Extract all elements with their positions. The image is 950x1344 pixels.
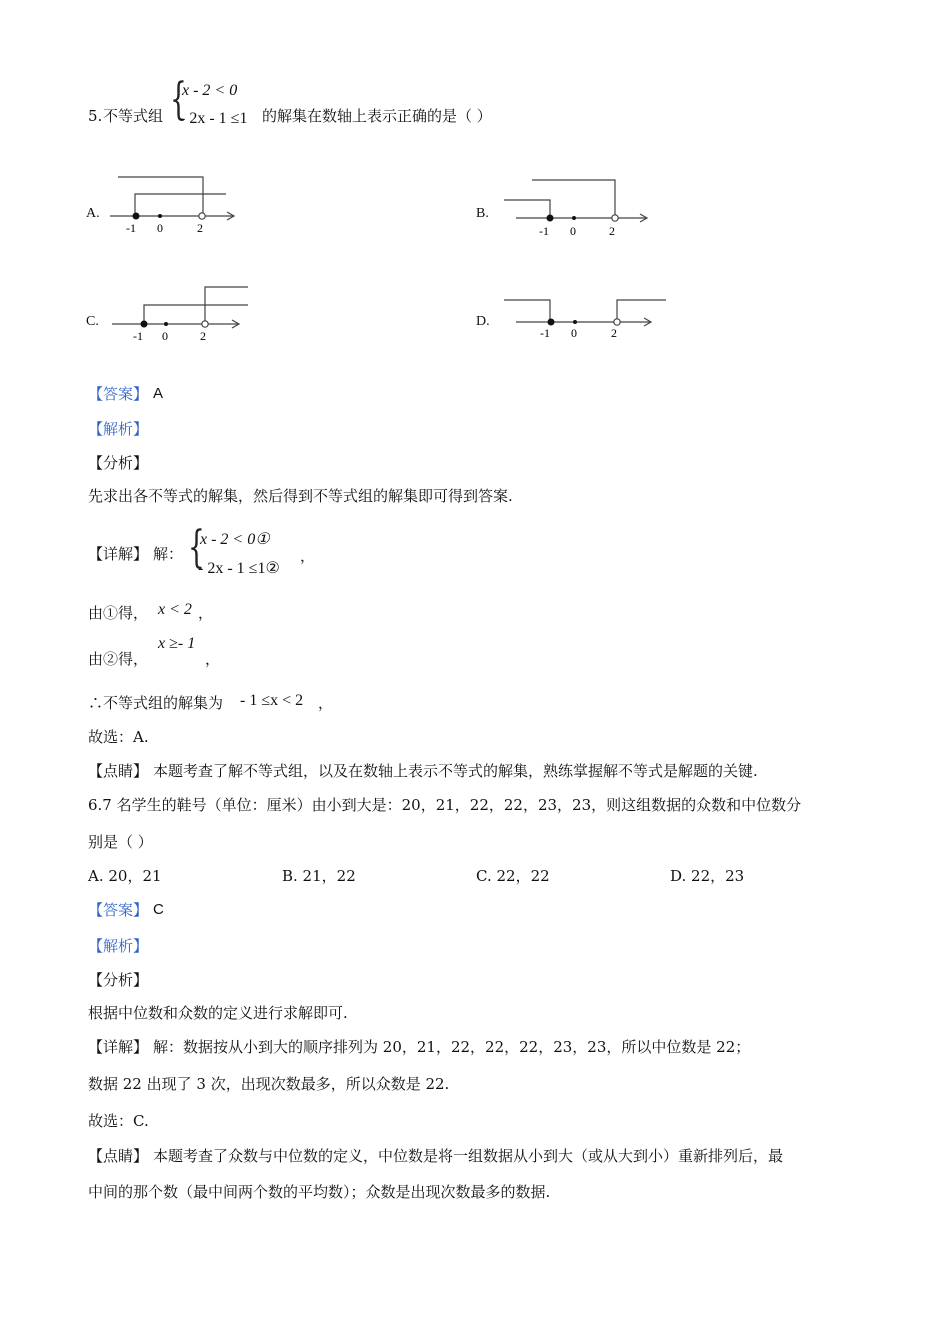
open-point-2	[614, 319, 620, 325]
comment-tag: 【点睛】	[88, 1147, 149, 1165]
tick-label-2: 2	[197, 221, 203, 235]
open-point-2	[202, 321, 208, 327]
option-d: D. 22，23	[670, 867, 745, 885]
detail-text-2: 数据 22 出现了 3 次，出现次数最多，所以众数是 22.	[88, 1075, 450, 1093]
origin-dot	[573, 320, 577, 324]
option-c: C. 22，22	[476, 867, 550, 885]
answer-tag: 【答案】	[88, 385, 149, 403]
tick-label-2: 2	[200, 329, 206, 343]
question-number: 5.	[88, 107, 103, 125]
ray-right-of-2	[617, 300, 666, 322]
question-suffix: 的解集在数轴上表示正确的是（ ）	[262, 107, 492, 125]
tick-label-0: 0	[162, 329, 168, 343]
brace-icon: {	[188, 522, 205, 573]
option-a: A. 20，21	[88, 867, 162, 885]
step-2-prefix: 由②得，	[88, 650, 149, 668]
inequality-2: - 2x - 1 ≤1	[180, 110, 248, 127]
detail-tag: 【详解】	[88, 545, 149, 563]
fenxi-tag: 【分析】	[88, 971, 149, 989]
option-c-label: C.	[86, 314, 99, 329]
comment-line-1: 本题考查了众数与中位数的定义，中位数是将一组数据从小到大（或从大到小）重新排列后，最	[153, 1147, 784, 1165]
detail-inequality-2: - 2x - 1 ≤1②	[198, 560, 280, 577]
filled-point-minus1	[547, 215, 554, 222]
origin-dot	[158, 214, 162, 218]
detail-inequality-1: x - 2 < 0①	[200, 531, 270, 548]
tick-label-0: 0	[157, 221, 163, 235]
tick-label-minus1: -1	[540, 326, 550, 340]
tick-label-2: 2	[611, 326, 617, 340]
question-stem-line-1: 6.7 名学生的鞋号（单位：厘米）由小到大是：20，21，22，22，23，23，则这组数据的众数和中位数分	[88, 796, 802, 814]
therefore-suffix: ，	[318, 694, 334, 712]
analysis-tag: 【解析】	[88, 937, 149, 955]
tick-label-0: 0	[571, 326, 577, 340]
origin-dot	[164, 322, 168, 326]
ray-left-of-2	[532, 180, 615, 218]
option-a-label: A.	[86, 206, 100, 221]
fenxi-text: 根据中位数和众数的定义进行求解即可.	[88, 1004, 348, 1022]
option-c-number-line	[108, 280, 253, 348]
ray-left-of-minus1	[504, 300, 550, 322]
option-a-number-line	[108, 170, 243, 240]
answer-value: A	[153, 385, 164, 402]
step-2-math: x ≥- 1	[158, 635, 196, 652]
answer-tag: 【答案】	[88, 901, 149, 919]
choose-text: 故选：A.	[88, 728, 149, 746]
option-b-number-line	[500, 172, 655, 240]
question-prefix: 不等式组	[103, 107, 164, 125]
comment-line-2: 中间的那个数（最中间两个数的平均数）；众数是出现次数最多的数据.	[88, 1183, 551, 1201]
ray-left-of-minus1	[504, 200, 550, 218]
tick-label-2: 2	[609, 224, 615, 238]
open-point-2	[199, 213, 205, 219]
filled-point-minus1	[548, 319, 555, 326]
tick-label-0: 0	[570, 224, 576, 238]
fenxi-tag: 【分析】	[88, 454, 149, 472]
step-2-suffix: ，	[205, 650, 221, 668]
brace-icon: {	[170, 74, 187, 125]
step-1-suffix: ，	[198, 604, 214, 622]
inequality-1: x - 2 < 0	[182, 82, 238, 99]
tick-label-minus1: -1	[539, 224, 549, 238]
comment-tag: 【点睛】	[88, 762, 149, 780]
comment-text: 本题考查了解不等式组，以及在数轴上表示不等式的解集，熟练掌握解不等式是解题的关键.	[153, 762, 758, 780]
therefore-math: - 1 ≤x < 2	[240, 692, 304, 709]
detail-tag: 【详解】	[88, 1038, 149, 1056]
therefore-prefix: ∴不等式组的解集为	[88, 694, 224, 712]
option-b-label: B.	[476, 206, 489, 221]
option-d-number-line	[500, 284, 670, 346]
ray-right-of-minus1	[135, 194, 226, 216]
fenxi-text: 先求出各不等式的解集，然后得到不等式组的解集即可得到答案.	[88, 487, 513, 505]
filled-point-minus1	[133, 213, 140, 220]
step-1-math: x < 2	[158, 601, 192, 618]
choose-text: 故选：C.	[88, 1112, 149, 1130]
filled-point-minus1	[141, 321, 148, 328]
open-point-2	[612, 215, 618, 221]
option-b: B. 21，22	[282, 867, 356, 885]
detail-comma: ，	[300, 547, 316, 565]
detail-prefix: 解：	[153, 545, 184, 563]
tick-label-minus1: -1	[126, 221, 136, 235]
ray-left-of-2	[118, 177, 203, 216]
step-1-prefix: 由①得，	[88, 604, 149, 622]
origin-dot	[572, 216, 576, 220]
detail-text: 解：数据按从小到大的顺序排列为 20，21，22，22，22，23，23，所以中位数是 22；	[153, 1038, 751, 1056]
tick-label-minus1: -1	[133, 329, 143, 343]
question-stem-line-2: 别是（ ）	[88, 833, 153, 851]
answer-value: C	[153, 901, 164, 918]
ray-right-of-minus1	[144, 305, 248, 324]
option-d-label: D.	[476, 314, 490, 329]
analysis-tag: 【解析】	[88, 420, 149, 438]
